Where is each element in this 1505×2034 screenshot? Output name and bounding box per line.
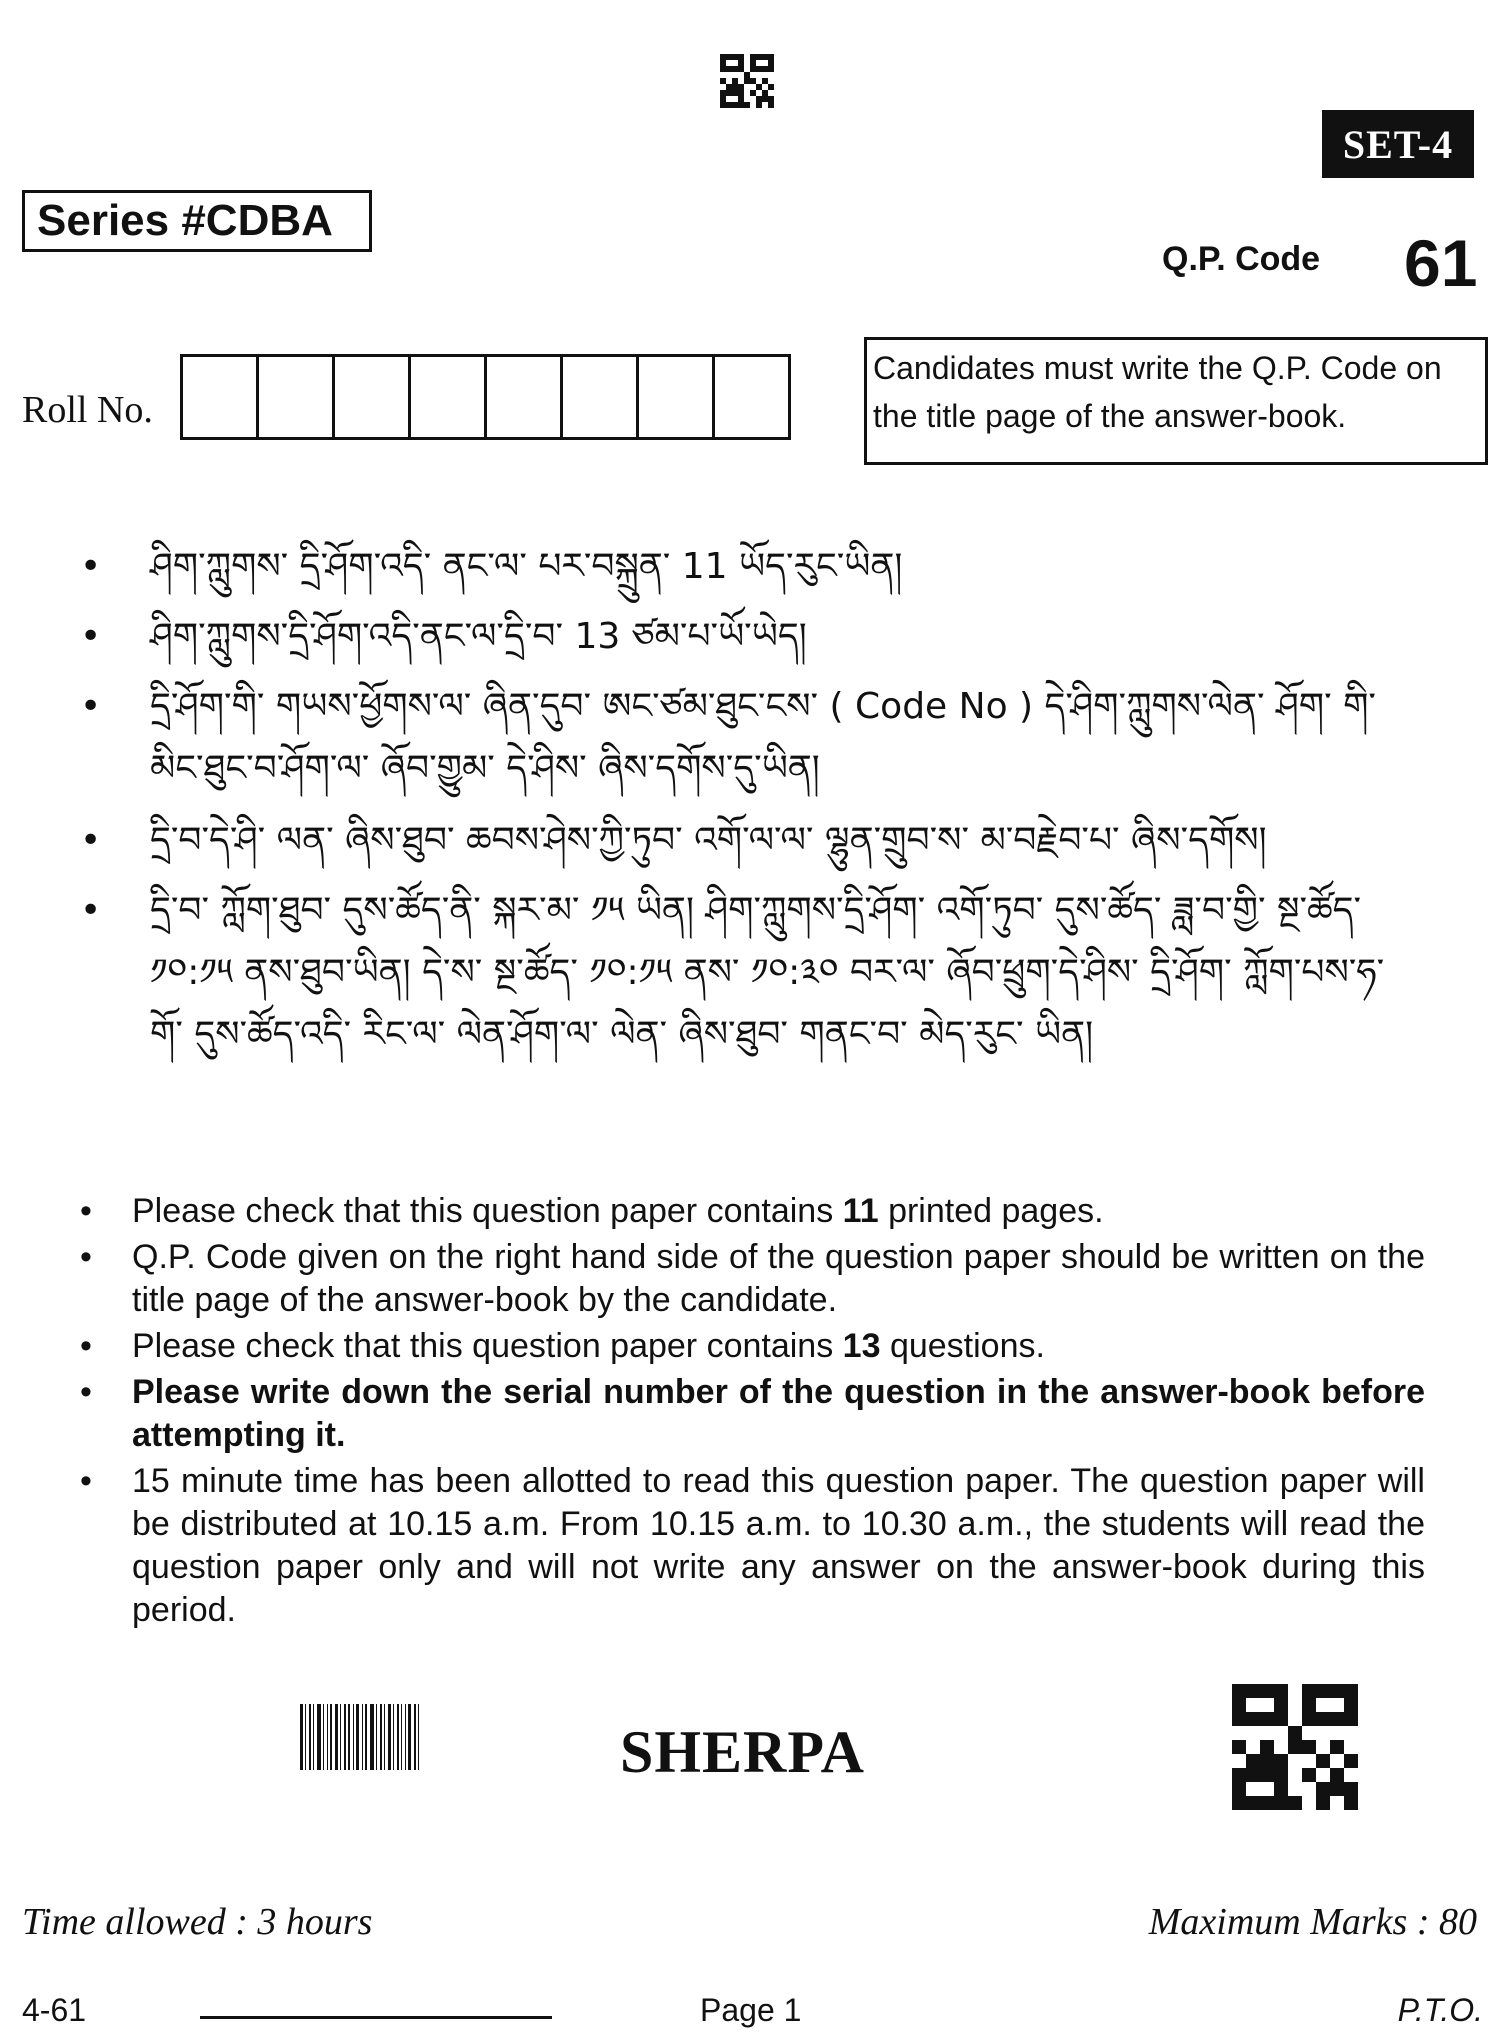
- barcode-bar: [323, 1704, 324, 1770]
- time-allowed: Time allowed : 3 hours: [22, 1901, 373, 1943]
- barcode-bar: [370, 1704, 374, 1770]
- qr-module: [1288, 1740, 1302, 1754]
- qr-module: [1316, 1768, 1330, 1782]
- qr-module: [1330, 1684, 1344, 1698]
- qr-module: [1330, 1726, 1344, 1740]
- qr-module: [1302, 1684, 1316, 1698]
- barcode-bar: [313, 1704, 314, 1770]
- roll-number-boxes[interactable]: [180, 354, 791, 440]
- instruction-text: 15 minute time has been allotted to read this question paper. The question paper will be distributed at 10.15 a.m. From 10.15 a.m. to 10.30 a.m., the students will read the question paper only and will not write any answer on the answer-book during this period.: [132, 1462, 1425, 1629]
- roll-box[interactable]: [563, 357, 639, 437]
- set-badge: SET-4: [1322, 110, 1474, 178]
- qr-module: [1330, 1698, 1344, 1712]
- roll-box[interactable]: [335, 357, 411, 437]
- qr-module: [1274, 1782, 1288, 1796]
- barcode-bar: [340, 1704, 341, 1770]
- bullet: •: [80, 1192, 92, 1230]
- qr-module: [1302, 1796, 1316, 1810]
- qr-module: [1232, 1726, 1246, 1740]
- qr-module: [1344, 1712, 1358, 1726]
- barcode-bar: [384, 1704, 385, 1770]
- qr-module: [1302, 1726, 1316, 1740]
- qp-code-notice: Candidates must write the Q.P. Code on the title page of the answer-book.: [864, 337, 1488, 465]
- qr-module: [1330, 1768, 1344, 1782]
- barcode-bar: [380, 1704, 382, 1770]
- instruction-text: Q.P. Code given on the right hand side of the question paper should be written on the title page of the answer-book by the candidate.: [132, 1238, 1425, 1319]
- qr-module: [1316, 1782, 1330, 1796]
- qr-module: [1316, 1796, 1330, 1810]
- qr-module: [1288, 1684, 1302, 1698]
- english-instructions: [80, 1190, 1425, 1635]
- tibetan-instruction-text: དྲི་བ་ ཀློག་ཐུབ་ དུས་ཚོད་ནི་ སྐར་མ་ ༡༥ ཡིན། ཤིག་ཀླུགས་དྲི་ཤོག་ འགོ་ཏུབ་ དུས་ཚོད་ ཟླ་བ་གྱི་ སྔ་ཚོད་ ༡༠:༡༥ ནས་ཐུབ་ཡིན། དེ་ས་ སྔ་ཚོད་ ༡༠:༡༥ ནས་ ༡༠:༣༠ བར་ལ་ ཞོབ་ཕྲུག་དེ་ཤིས་ དྲི་ཤོག་ ཀློག་པས་ཧ་གོ་ དུས་ཚོད་འདི་ རིང་ལ་ ལེན་ཤོག་ལ་ ལེན་ ཞིས་ཐུབ་ གནང་བ་ མེད་རུང་ ཡིན།: [150, 890, 1385, 1055]
- qr-module: [1260, 1754, 1274, 1768]
- tibetan-instructions: [80, 536, 1400, 1066]
- qr-module: [1246, 1796, 1260, 1810]
- qr-module: [1344, 1768, 1358, 1782]
- qr-module: [768, 102, 774, 108]
- tibetan-instruction-text: ཤིག་ཀླུགས་དྲི་ཤོག་འདི་ནང་ལ་དྲི་བ་ 13 ཙམ་པ་ཡོ་ཡེད།: [150, 616, 807, 657]
- list-item: [80, 1190, 1425, 1233]
- barcode-bar: [414, 1704, 416, 1770]
- qr-module: [1302, 1782, 1316, 1796]
- qr-module: [1344, 1726, 1358, 1740]
- qr-module: [1246, 1684, 1260, 1698]
- bullet: •: [80, 1327, 92, 1365]
- list-item: [80, 606, 1400, 668]
- qr-module: [1246, 1712, 1260, 1726]
- subject-title: SHERPA: [620, 1719, 865, 1785]
- barcode-bar: [362, 1704, 363, 1770]
- barcode-bar: [393, 1704, 394, 1770]
- qr-module: [1288, 1768, 1302, 1782]
- barcode-bar: [327, 1704, 328, 1770]
- qr-module: [1330, 1740, 1344, 1754]
- roll-box[interactable]: [183, 357, 259, 437]
- qr-module: [1246, 1768, 1260, 1782]
- bottom-qr-code-icon: [1232, 1684, 1358, 1810]
- roll-box[interactable]: [259, 357, 335, 437]
- qr-module: [1344, 1796, 1358, 1810]
- roll-box[interactable]: [487, 357, 563, 437]
- barcode-bar: [401, 1704, 402, 1770]
- barcode-bar: [335, 1704, 338, 1770]
- qr-module: [1302, 1712, 1316, 1726]
- barcode-bar: [365, 1704, 367, 1770]
- roll-box[interactable]: [639, 357, 715, 437]
- qr-module: [1330, 1712, 1344, 1726]
- bullet: •: [80, 890, 102, 931]
- qr-module: [1344, 1684, 1358, 1698]
- list-item: [80, 810, 1400, 872]
- footer-rule: [200, 2016, 552, 2019]
- qr-module: [1316, 1712, 1330, 1726]
- qr-module: [1288, 1782, 1302, 1796]
- qr-module: [1330, 1754, 1344, 1768]
- qr-module: [1232, 1698, 1246, 1712]
- qr-module: [1246, 1754, 1260, 1768]
- qr-module: [1232, 1712, 1246, 1726]
- qr-module: [1274, 1754, 1288, 1768]
- qp-code-value: 61: [1404, 226, 1478, 300]
- qr-module: [1232, 1740, 1246, 1754]
- barcode-bar: [305, 1704, 306, 1770]
- barcode-bar: [348, 1704, 350, 1770]
- qr-module: [1316, 1698, 1330, 1712]
- qr-module: [1246, 1726, 1260, 1740]
- qr-module: [1316, 1684, 1330, 1698]
- qr-module: [1274, 1698, 1288, 1712]
- barcode-bar: [397, 1704, 399, 1770]
- qr-module: [1344, 1698, 1358, 1712]
- barcode-icon: [300, 1704, 425, 1770]
- qr-module: [1232, 1768, 1246, 1782]
- qr-module: [1288, 1712, 1302, 1726]
- list-item: [80, 1325, 1425, 1368]
- qr-module: [1232, 1754, 1246, 1768]
- qr-module: [1274, 1712, 1288, 1726]
- qp-code-label: Q.P. Code: [1162, 240, 1321, 278]
- barcode-bar: [300, 1704, 303, 1770]
- qr-module: [1288, 1754, 1302, 1768]
- bullet: •: [80, 1462, 92, 1500]
- qr-module: [1344, 1740, 1358, 1754]
- qr-module: [1260, 1684, 1274, 1698]
- maximum-marks: Maximum Marks : 80: [1148, 1901, 1477, 1943]
- tibetan-instruction-text: དྲི་ཤོག་གི་ གཡས་ཕྱོགས་ལ་ ཞིན་དུབ་ ཨང་ཙམ་ཐུང་ངས་ ( Code No ) དེ་ཤིག་ཀླུགས་ལེན་ ཤོག་ གི་མིང་ཐུང་བ་ཤོག་ལ་ ཞོབ་གྱུམ་ དེ་ཤིས་ ཞིས་དགོས་དུ་ཡིན།: [150, 686, 1376, 789]
- qr-module: [1246, 1698, 1260, 1712]
- qr-module: [1330, 1782, 1344, 1796]
- barcode-bar: [418, 1704, 419, 1770]
- bullet: •: [80, 1238, 92, 1276]
- qr-module: [1232, 1796, 1246, 1810]
- series-label: Series #CDBA: [22, 190, 372, 252]
- list-item: [80, 536, 1400, 598]
- qr-module: [1302, 1768, 1316, 1782]
- instruction-text: Please write down the serial number of the question in the answer-book before attempting it.: [132, 1373, 1425, 1454]
- qr-module: [1260, 1796, 1274, 1810]
- tibetan-instruction-text: ཤིག་ཀླུགས་ དྲི་ཤོག་འདི་ ནང་ལ་ པར་བསྐྲུན་ 11 ཡོད་རུང་ཡིན།: [150, 546, 903, 587]
- qr-module: [1288, 1698, 1302, 1712]
- qr-module: [1274, 1684, 1288, 1698]
- qr-module: [1316, 1726, 1330, 1740]
- qr-module: [1260, 1726, 1274, 1740]
- qr-module: [1344, 1782, 1358, 1796]
- qr-module: [1302, 1740, 1316, 1754]
- barcode-bar: [353, 1704, 354, 1770]
- qr-module: [1274, 1768, 1288, 1782]
- barcode-bar: [344, 1704, 346, 1770]
- list-item: [80, 676, 1400, 800]
- qr-module: [1260, 1740, 1274, 1754]
- barcode-bar: [408, 1704, 411, 1770]
- instruction-text: Please check that this question paper contains 11 printed pages.: [132, 1192, 1104, 1230]
- qr-module: [1260, 1782, 1274, 1796]
- top-qr-code-icon: [720, 54, 774, 108]
- list-item: [80, 1236, 1425, 1322]
- roll-box[interactable]: [411, 357, 487, 437]
- qr-module: [1246, 1740, 1260, 1754]
- bullet: •: [80, 1373, 92, 1411]
- list-item: [80, 1371, 1425, 1457]
- bullet: •: [80, 616, 102, 657]
- qr-module: [1274, 1726, 1288, 1740]
- bullet: •: [80, 546, 102, 587]
- barcode-bar: [330, 1704, 332, 1770]
- qr-module: [1344, 1754, 1358, 1768]
- qr-module: [1288, 1726, 1302, 1740]
- barcode-bar: [309, 1704, 311, 1770]
- qr-module: [1274, 1740, 1288, 1754]
- page-number: Page 1: [700, 1992, 802, 2028]
- barcode-bar: [356, 1704, 359, 1770]
- tibetan-instruction-text: དྲི་བ་དེ་ཤི་ ལན་ ཞིས་ཐུབ་ ཆབས་ཤེས་ཀྱི་ཏུབ་ འགོ་ལ་ལ་ ལྷུན་གྲུབ་ས་ མ་བརྗེབ་པ་ ཞིས་དགོས།: [150, 820, 1267, 861]
- barcode-bar: [317, 1704, 321, 1770]
- paper-code: 4-61: [22, 1992, 87, 2028]
- list-item: [80, 1460, 1425, 1632]
- barcode-bar: [405, 1704, 406, 1770]
- qr-module: [1316, 1740, 1330, 1754]
- qr-module: [1316, 1754, 1330, 1768]
- bullet: •: [80, 820, 102, 861]
- qr-module: [1302, 1698, 1316, 1712]
- qr-module: [1260, 1698, 1274, 1712]
- pto-label: P.T.O.: [1397, 1992, 1483, 2028]
- qr-module: [1288, 1796, 1302, 1810]
- qr-module: [1246, 1782, 1260, 1796]
- qr-module: [1260, 1768, 1274, 1782]
- qr-module: [1330, 1796, 1344, 1810]
- barcode-bar: [376, 1704, 377, 1770]
- qr-module: [1260, 1712, 1274, 1726]
- list-item: [80, 880, 1400, 1066]
- barcode-bar: [388, 1704, 391, 1770]
- instruction-text: Please check that this question paper contains 13 questions.: [132, 1327, 1045, 1365]
- roll-number-label: Roll No.: [22, 389, 153, 431]
- qr-module: [1232, 1684, 1246, 1698]
- bullet: •: [80, 686, 102, 727]
- qr-module: [1302, 1754, 1316, 1768]
- qr-module: [1232, 1782, 1246, 1796]
- roll-box[interactable]: [715, 357, 788, 437]
- qr-module: [1274, 1796, 1288, 1810]
